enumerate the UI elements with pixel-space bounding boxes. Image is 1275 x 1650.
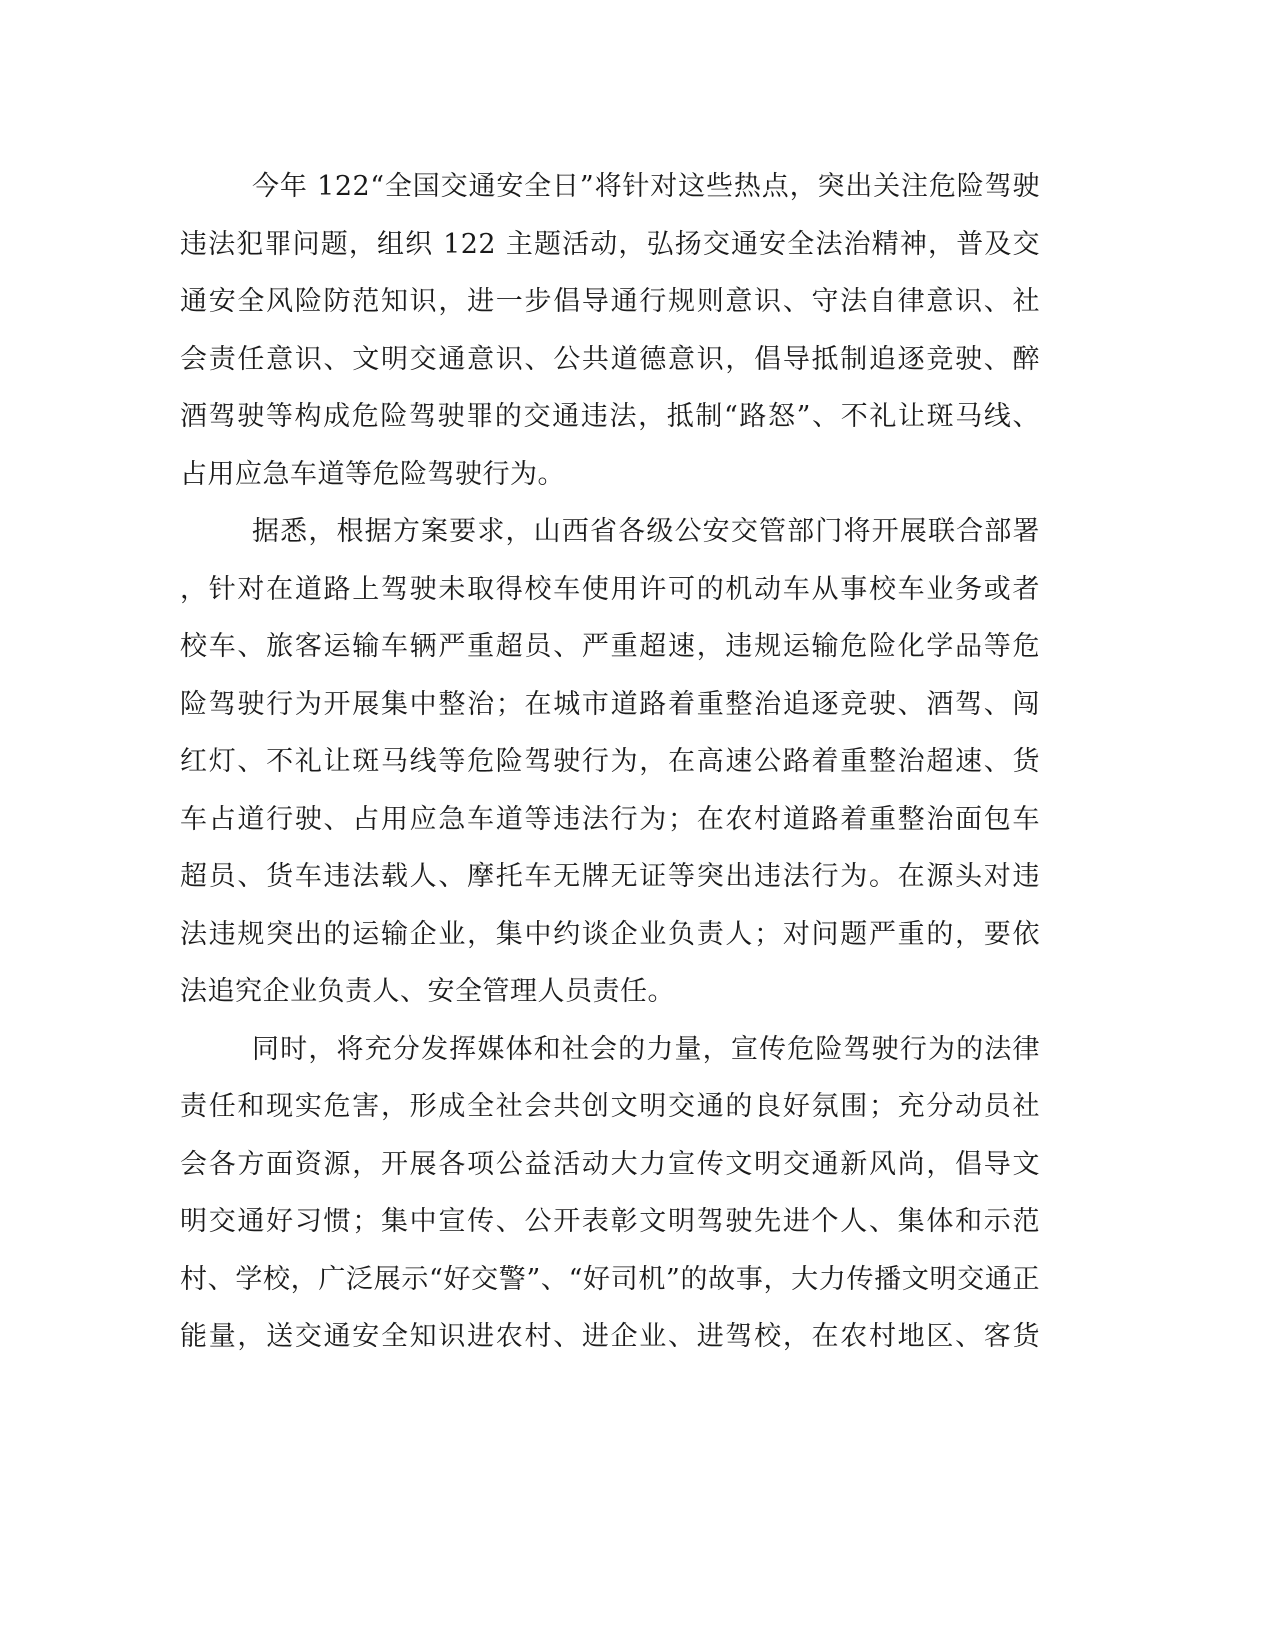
paragraph-1-line-1: 今年 122“全国交通安全日”将针对这些热点，突出关注危险驾驶 bbox=[252, 171, 1040, 202]
paragraph-1-line-6: 占用应急车道等危险驾驶行为。 bbox=[180, 458, 565, 490]
document-body bbox=[180, 158, 1040, 1366]
paragraph-3-line-6: 能量，送交通安全知识进农村、进企业、进驾校，在农村地区、客货 bbox=[180, 1321, 1040, 1352]
paragraph-2-line-5: 红灯、不礼让斑马线等危险驾驶行为，在高速公路着重整治超速、货 bbox=[180, 746, 1040, 777]
paragraph-2-line-9: 法追究企业负责人、安全管理人员责任。 bbox=[180, 976, 675, 1007]
paragraph-3-line-2: 责任和现实危害，形成全社会共创文明交通的良好氛围；充分动员社 bbox=[180, 1091, 1040, 1122]
paragraph-2-line-1: 据悉，根据方案要求，山西省各级公安交管部门将开展联合部署 bbox=[252, 516, 1040, 547]
paragraph-2-line-3: 校车、旅客运输车辆严重超员、严重超速，违规运输危险化学品等危 bbox=[180, 631, 1040, 662]
paragraph-2-line-4: 险驾驶行为开展集中整治；在城市道路着重整治追逐竞驶、酒驾、闯 bbox=[180, 688, 1040, 720]
paragraph-1-line-2: 违法犯罪问题，组织 122 主题活动，弘扬交通安全法治精神，普及交 bbox=[180, 228, 1040, 260]
paragraph-3-line-5: 村、学校，广泛展示“好交警”、“好司机”的故事，大力传播文明交通正 bbox=[180, 1263, 1040, 1295]
paragraph-3-line-3: 会各方面资源，开展各项公益活动大力宣传文明交通新风尚，倡导文 bbox=[180, 1148, 1040, 1180]
paragraph-3-line-4: 明交通好习惯；集中宣传、公开表彰文明驾驶先进个人、集体和示范 bbox=[180, 1206, 1040, 1237]
paragraph-2-line-6: 车占道行驶、占用应急车道等违法行为；在农村道路着重整治面包车 bbox=[180, 803, 1040, 835]
paragraph-2-line-7: 超员、货车违法载人、摩托车无牌无证等突出违法行为。在源头对违 bbox=[180, 861, 1040, 892]
paragraph-2-line-8: 法违规突出的运输企业，集中约谈企业负责人；对问题严重的，要依 bbox=[180, 918, 1040, 950]
paragraph-1-line-4: 会责任意识、文明交通意识、公共道德意识，倡导抵制追逐竞驶、醉 bbox=[180, 343, 1040, 375]
paragraph-3-line-1: 同时，将充分发挥媒体和社会的力量，宣传危险驾驶行为的法律 bbox=[252, 1033, 1040, 1065]
paragraph-1-line-3: 通安全风险防范知识，进一步倡导通行规则意识、守法自律意识、社 bbox=[180, 286, 1040, 317]
paragraph-2-line-2: ，针对在道路上驾驶未取得校车使用许可的机动车从事校车业务或者 bbox=[180, 573, 1040, 605]
paragraph-1-line-5: 酒驾驶等构成危险驾驶罪的交通违法，抵制“路怒”、不礼让斑马线、 bbox=[180, 401, 1040, 432]
